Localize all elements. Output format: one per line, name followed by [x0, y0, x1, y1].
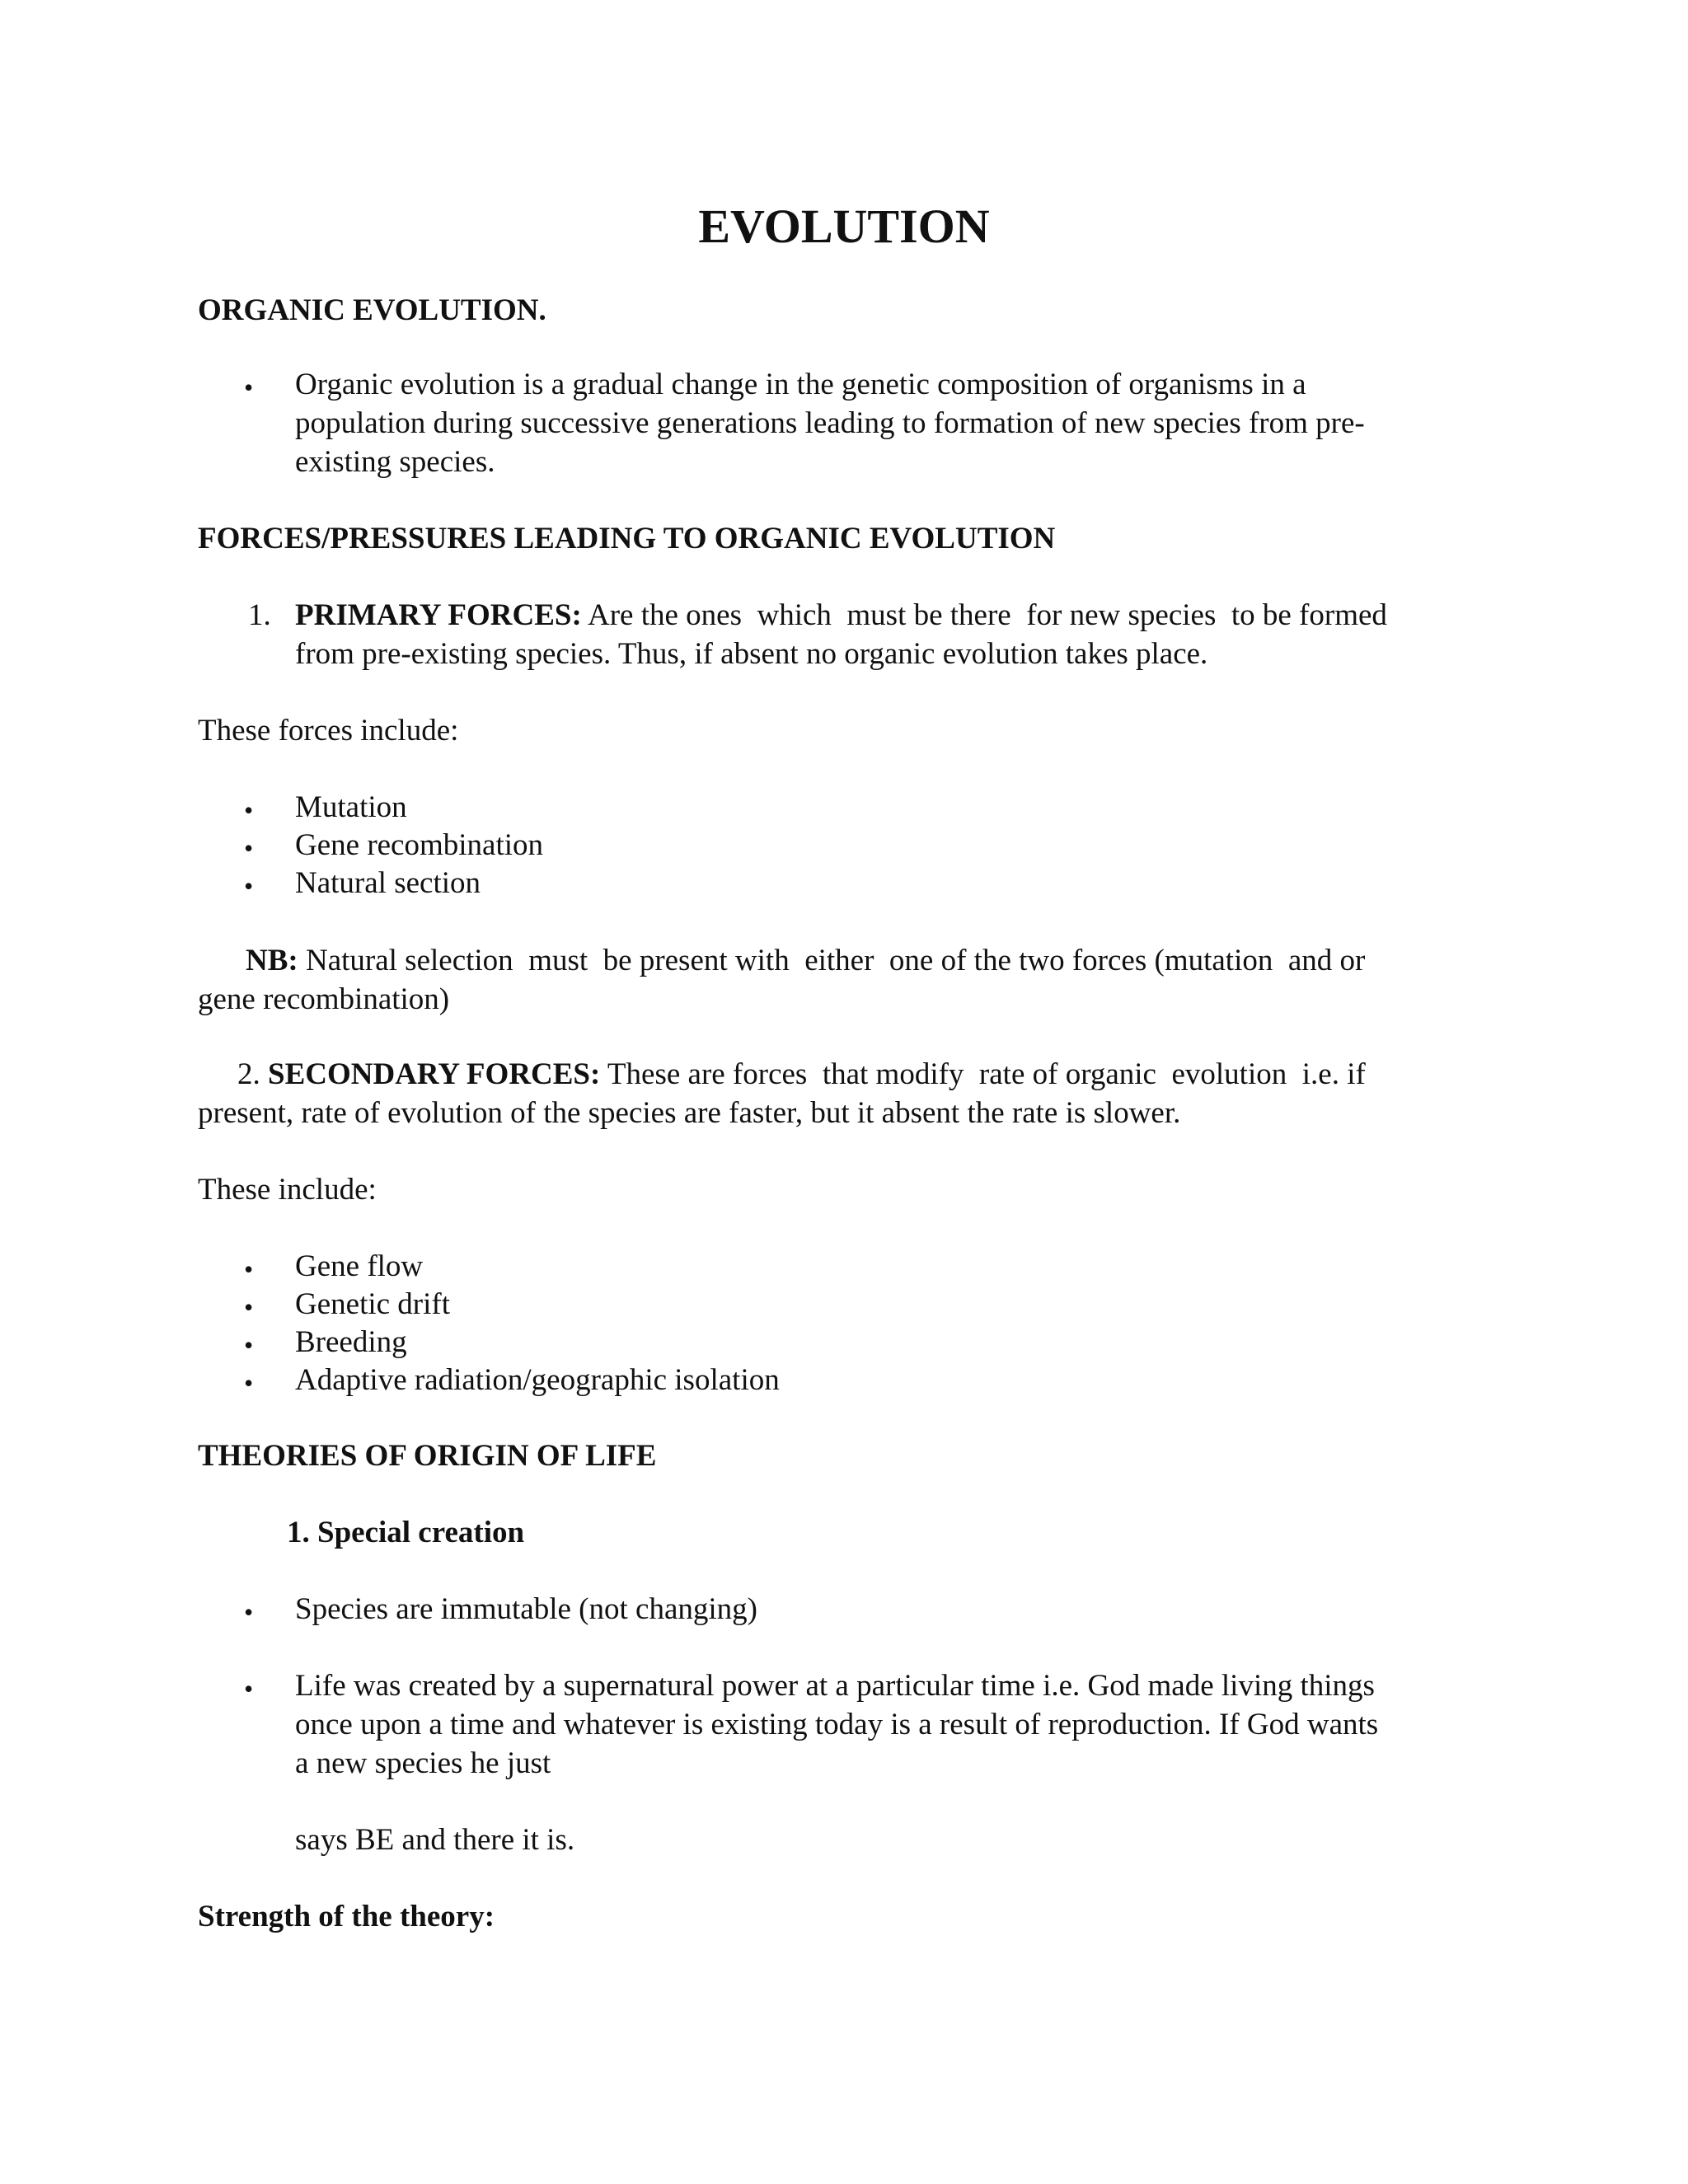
page-title: EVOLUTION — [698, 199, 990, 253]
strength-heading: Strength of the theory: — [198, 1900, 495, 1933]
secondary-intro: These include: — [198, 1173, 377, 1207]
organic-definition-line-2: population during successive generations leading to formation of new species from pre- — [295, 406, 1365, 440]
bullet-icon: • — [244, 373, 254, 402]
nb-text: Natural selection must be present with either one of the two forces (mutation and or — [298, 944, 1366, 977]
secondary-forces-text: These are forces that modify rate of organic evolution i.e. if — [600, 1057, 1366, 1091]
theories-heading: THEORIES OF ORIGIN OF LIFE — [198, 1439, 657, 1473]
special-creation-point-1: Species are immutable (not changing) — [295, 1592, 757, 1626]
secondary-list-item: Adaptive radiation/geographic isolation — [295, 1363, 780, 1397]
forces-heading: FORCES/PRESSURES LEADING TO ORGANIC EVOLUTION — [198, 522, 1056, 555]
organic-definition-line-3: existing species. — [295, 445, 495, 479]
primary-number: 1. — [248, 598, 271, 632]
bullet-icon: • — [244, 1292, 254, 1322]
primary-list-item: Mutation — [295, 790, 407, 824]
bullet-icon: • — [244, 795, 254, 825]
special-creation-point-2-line-2: once upon a time and whatever is existing today is a result of reproduction. If God wants — [295, 1708, 1379, 1741]
bullet-icon: • — [244, 1674, 254, 1704]
special-creation-point-2-line-3: a new species he just — [295, 1746, 551, 1780]
primary-forces-line-2: from pre-existing species. Thus, if absent no organic evolution takes place. — [295, 637, 1208, 671]
secondary-list-item: Gene flow — [295, 1249, 424, 1283]
nb-label: NB: — [246, 944, 298, 977]
primary-list-item: Gene recombination — [295, 828, 544, 862]
nb-note-line-2: gene recombination) — [198, 982, 450, 1016]
bullet-icon: • — [244, 1330, 254, 1360]
secondary-forces-line-2: present, rate of evolution of the species are faster, but it absent the rate is slower. — [198, 1096, 1181, 1130]
primary-intro: These forces include: — [198, 714, 459, 748]
secondary-forces-line-1 — [237, 1055, 1366, 1094]
bullet-icon: • — [244, 1597, 254, 1627]
secondary-number: 2. — [237, 1057, 260, 1091]
bullet-icon: • — [244, 1254, 254, 1284]
special-creation-heading: 1. Special creation — [287, 1516, 525, 1549]
primary-forces-line-1 — [295, 596, 1387, 635]
bullet-icon: • — [244, 871, 254, 901]
bullet-icon: • — [244, 833, 254, 863]
primary-forces-text: Are the ones which must be there for new species to be formed — [581, 598, 1387, 632]
organic-definition-line-1: Organic evolution is a gradual change in the genetic composition of organisms in a — [295, 368, 1306, 401]
secondary-forces-label: SECONDARY FORCES: — [268, 1057, 601, 1091]
special-creation-point-2-line-1: Life was created by a supernatural power at a particular time i.e. God made living things — [295, 1669, 1375, 1703]
nb-note-line-1 — [246, 941, 1365, 980]
secondary-list-item: Genetic drift — [295, 1287, 450, 1321]
secondary-list-item: Breeding — [295, 1325, 407, 1359]
organic-evolution-heading: ORGANIC EVOLUTION. — [198, 293, 546, 327]
special-creation-continuation: says BE and there it is. — [295, 1823, 575, 1857]
primary-forces-label: PRIMARY FORCES: — [295, 598, 582, 632]
primary-list-item: Natural section — [295, 866, 481, 900]
bullet-icon: • — [244, 1368, 254, 1398]
